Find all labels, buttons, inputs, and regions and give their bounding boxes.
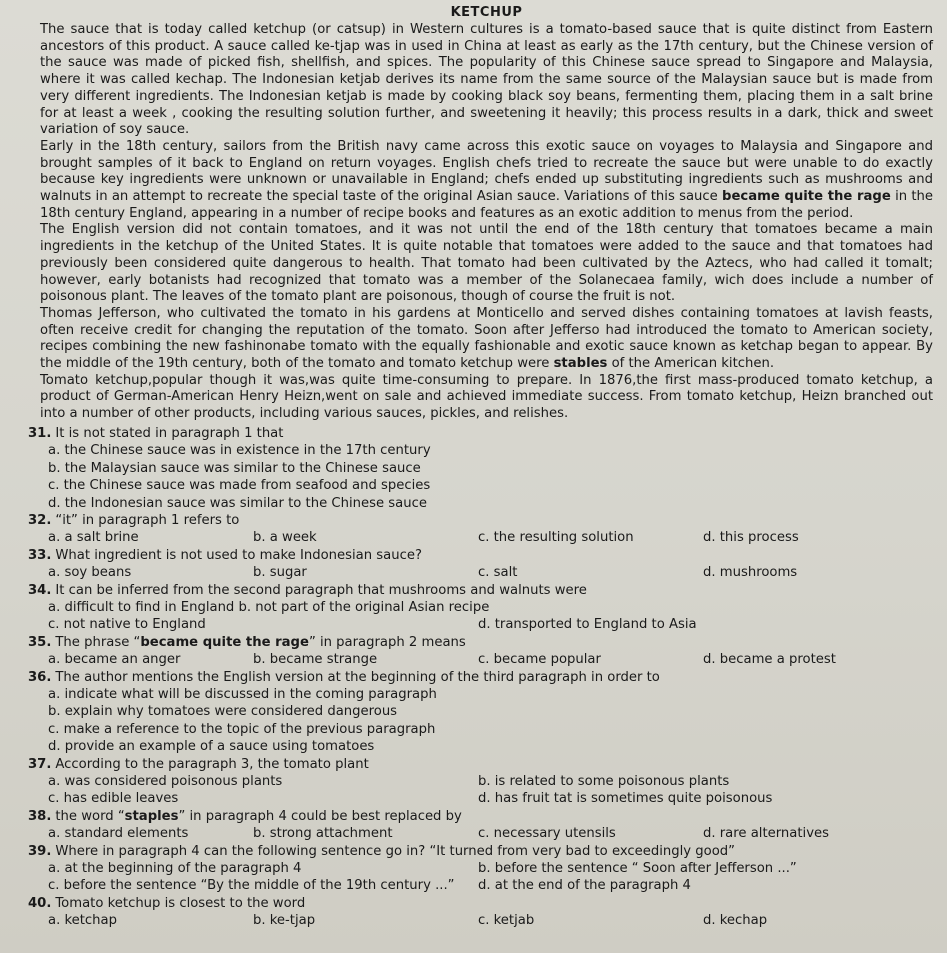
document-title: KETCHUP: [450, 5, 523, 20]
question-text: ” in paragraph 4 could be best replaced by: [178, 808, 462, 824]
question-39: [28, 843, 933, 895]
option-row: [48, 912, 933, 929]
answer-option[interactable]: c. has edible leaves: [48, 791, 179, 807]
answer-option[interactable]: a. difficult to find in England b. not part of the original Asian recipe: [48, 599, 490, 615]
question-text: The author mentions the English version at the beginning of the third paragraph in order to: [55, 669, 660, 685]
answer-option[interactable]: d. transported to England to Asia: [478, 617, 697, 633]
answer-option[interactable]: a. standard elements: [48, 826, 189, 842]
option-row: [48, 616, 933, 633]
option-row: [48, 477, 933, 494]
answer-options: [40, 564, 933, 581]
paragraph-5: Tomato ketchup,popular though it was,was quite time-consuming to prepare. In 1876,the first mass-produced tomato ketchup, a product of German-American Henry Heizn,went on sale and achieved immediate success. From tomato ketchup, Heizn branched out into a number of other products, including various sauces, pickles, and relishes.: [40, 372, 933, 422]
answer-option[interactable]: b. ke-tjap: [253, 913, 316, 929]
answer-option[interactable]: b. became strange: [253, 652, 378, 668]
question-list: [28, 425, 933, 930]
answer-option[interactable]: a. became an anger: [48, 652, 181, 668]
option-row: [48, 651, 933, 668]
option-row: [48, 686, 933, 703]
option-row: [48, 860, 933, 877]
answer-option[interactable]: c. make a reference to the topic of the previous paragraph: [48, 721, 436, 737]
question-text: What ingredient is not used to make Indonesian sauce?: [55, 547, 422, 563]
answer-option[interactable]: b. before the sentence “ Soon after Jefferson ...”: [478, 861, 797, 877]
answer-option[interactable]: b. strong attachment: [253, 826, 393, 842]
answer-option[interactable]: a. soy beans: [48, 565, 132, 581]
question-text: the word “: [55, 808, 125, 824]
question-text: According to the paragraph 3, the tomato plant: [55, 756, 369, 772]
question-stem: [28, 547, 933, 564]
answer-option[interactable]: c. ketjab: [478, 913, 535, 929]
option-row: [48, 564, 933, 581]
question-31: [28, 425, 933, 512]
question-number: 34.: [28, 582, 52, 598]
question-text: The phrase “: [55, 634, 141, 650]
option-row: [48, 721, 933, 738]
answer-option[interactable]: a. ketchap: [48, 913, 117, 929]
question-36: [28, 669, 933, 756]
answer-option[interactable]: c. necessary utensils: [478, 826, 616, 842]
question-33: [28, 547, 933, 582]
answer-option[interactable]: a. the Chinese sauce was in existence in the 17th century: [48, 443, 431, 459]
question-emphasis: became quite the rage: [140, 634, 309, 650]
answer-option[interactable]: d. kechap: [703, 913, 768, 929]
question-40: [28, 895, 933, 930]
answer-option[interactable]: c. the Chinese sauce was made from seafood and species: [48, 478, 431, 494]
paragraph-3: The English version did not contain tomatoes, and it was not until the end of the 18th century that tomatoes became a main ingredients in the ketchup of the United States. It is quite notable that tomatoes were added to the sauce and that tomatoes had previously been considered quite dangerous to health. That tomato had been cultivated by the Aztecs, who had called it tomalt; however, early botanists had recognized that tomato was a member of the Solanecaea family, wich does include a number of poisonous plant. The leaves of the tomato plant are poisonous, though of course the fruit is not.: [40, 222, 933, 305]
answer-option[interactable]: d. mushrooms: [703, 565, 798, 581]
answer-option[interactable]: c. not native to England: [48, 617, 206, 633]
answer-option[interactable]: a. was considered poisonous plants: [48, 774, 283, 789]
answer-options: [40, 912, 933, 929]
paragraph-2: Early in the 18th century, sailors from the British navy came across this exotic sauce on voyages to Malaysia and Singapore and brought samples of it back to England on return voyages. English chefs tried to recreate the sauce but were unable to do exactly because key ingredients were unknown or unavailable in England; chefs ended up substituting ingredients such as mushrooms and walnuts in an attempt to recreate the special taste of the original Asian sauce. Variations of this sauce became quite the rage in the 18th century England, appearing in a number of recipe books and features as an exotic addition to menus from the period.: [40, 138, 933, 221]
question-text: It can be inferred from the second paragraph that mushrooms and walnuts were: [55, 582, 587, 598]
question-text: It is not stated in paragraph 1 that: [55, 425, 284, 441]
question-text: ” in paragraph 2 means: [308, 634, 466, 650]
reading-passage: [40, 22, 933, 423]
option-row: [48, 877, 933, 894]
answer-option[interactable]: c. salt: [478, 565, 518, 581]
answer-option[interactable]: a. indicate what will be discussed in the coming paragraph: [48, 686, 437, 702]
question-stem: [28, 582, 933, 599]
answer-options: [40, 651, 933, 668]
paragraph-4: Thomas Jefferson, who cultivated the tomato in his gardens at Monticello and served dishes containing tomatoes at lavish feasts, often receive credit for changing the reputation of the tomato. Soon after Jefferso had introduced the tomato to American society, recipes combining the new fashinonabe tomato with the equally fashionable and exotic sauce known as ketchap began to appear. By the middle of the 19th century, both of the tomato and tomato ketchup were stables of the American kitchen.: [40, 305, 933, 372]
option-row: [48, 529, 933, 546]
question-number: 40.: [28, 895, 52, 911]
question-stem: [28, 756, 933, 773]
option-row: [48, 773, 933, 790]
answer-option[interactable]: d. has fruit tat is sometimes quite poisonous: [478, 791, 773, 807]
option-row: [48, 460, 933, 477]
question-stem: [28, 895, 933, 912]
option-row: [48, 599, 933, 616]
question-stem: [28, 808, 933, 825]
answer-option[interactable]: b. a week: [253, 530, 317, 546]
question-number: 35.: [28, 634, 52, 650]
option-row: [48, 738, 933, 755]
answer-option[interactable]: b. is related to some poisonous plants: [478, 774, 730, 789]
question-stem: [28, 669, 933, 686]
answer-option[interactable]: b. sugar: [253, 565, 307, 581]
answer-option[interactable]: c. before the sentence “By the middle of the 19th century ...”: [48, 878, 455, 894]
question-number: 37.: [28, 756, 52, 772]
answer-options: [40, 442, 933, 512]
answer-options: [40, 773, 933, 808]
option-row: [48, 790, 933, 807]
answer-option[interactable]: d. provide an example of a sauce using tomatoes: [48, 739, 375, 755]
question-32: [28, 512, 933, 547]
question-stem: [28, 634, 933, 651]
question-stem: [28, 425, 933, 442]
answer-option[interactable]: d. this process: [703, 530, 799, 546]
question-number: 36.: [28, 669, 52, 685]
option-row: [48, 703, 933, 720]
question-number: 32.: [28, 512, 52, 528]
question-number: 33.: [28, 547, 52, 563]
answer-option[interactable]: d. rare alternatives: [703, 826, 829, 842]
answer-options: [40, 529, 933, 546]
question-text: Tomato ketchup is closest to the word: [55, 895, 306, 911]
answer-option[interactable]: d. became a protest: [703, 652, 836, 668]
question-38: [28, 808, 933, 843]
question-stem: [28, 843, 933, 860]
answer-option[interactable]: c. became popular: [478, 652, 601, 668]
answer-option[interactable]: a. at the beginning of the paragraph 4: [48, 861, 302, 877]
question-text: “it” in paragraph 1 refers to: [55, 512, 240, 528]
question-34: [28, 582, 933, 634]
answer-options: [40, 599, 933, 634]
paragraph-1: The sauce that is today called ketchup (or catsup) in Western cultures is a tomato-based sauce that is quite distinct from Eastern ancestors of this product. A sauce called ke-tjap was in used in China at least as early as the 17th century, but the Chinese version of the sauce was made of picked fish, shellfish, and spices. The popularity of this Chinese sauce spread to Singapore and Malaysia, where it was called kechap. The Indonesian ketjab derives its name from the same source of the Malaysian sauce but is made from very different ingredients. The Indonesian ketjab is made by cooking black soy beans, fermenting them, placing them in a salt brine for at least a week , cooking the resulting solution further, and sweetening it heavily; this process results in a dark, thick and sweet variation of soy sauce.: [40, 22, 933, 138]
answer-option[interactable]: b. the Malaysian sauce was similar to the Chinese sauce: [48, 460, 421, 476]
option-row: [48, 442, 933, 459]
question-emphasis: staples: [124, 808, 179, 824]
answer-option[interactable]: b. explain why tomatoes were considered dangerous: [48, 704, 398, 720]
answer-options: [40, 686, 933, 756]
emphasized-phrase: became quite the rage: [722, 189, 891, 205]
answer-options: [40, 825, 933, 842]
answer-option[interactable]: c. the resulting solution: [478, 530, 634, 546]
question-stem: [28, 512, 933, 529]
option-row: [48, 495, 933, 512]
question-number: 31.: [28, 425, 52, 441]
answer-options: [40, 860, 933, 895]
question-text: Where in paragraph 4 can the following sentence go in? “It turned from very bad to exceedingly good”: [55, 843, 736, 859]
answer-option[interactable]: d. at the end of the paragraph 4: [478, 878, 691, 894]
answer-option[interactable]: a. a salt brine: [48, 530, 139, 546]
answer-option[interactable]: d. the Indonesian sauce was similar to the Chinese sauce: [48, 495, 427, 511]
question-35: [28, 634, 933, 669]
emphasized-word: stables: [553, 356, 608, 372]
option-row: [48, 825, 933, 842]
question-number: 38.: [28, 808, 52, 824]
question-37: [28, 756, 933, 808]
question-number: 39.: [28, 843, 52, 859]
